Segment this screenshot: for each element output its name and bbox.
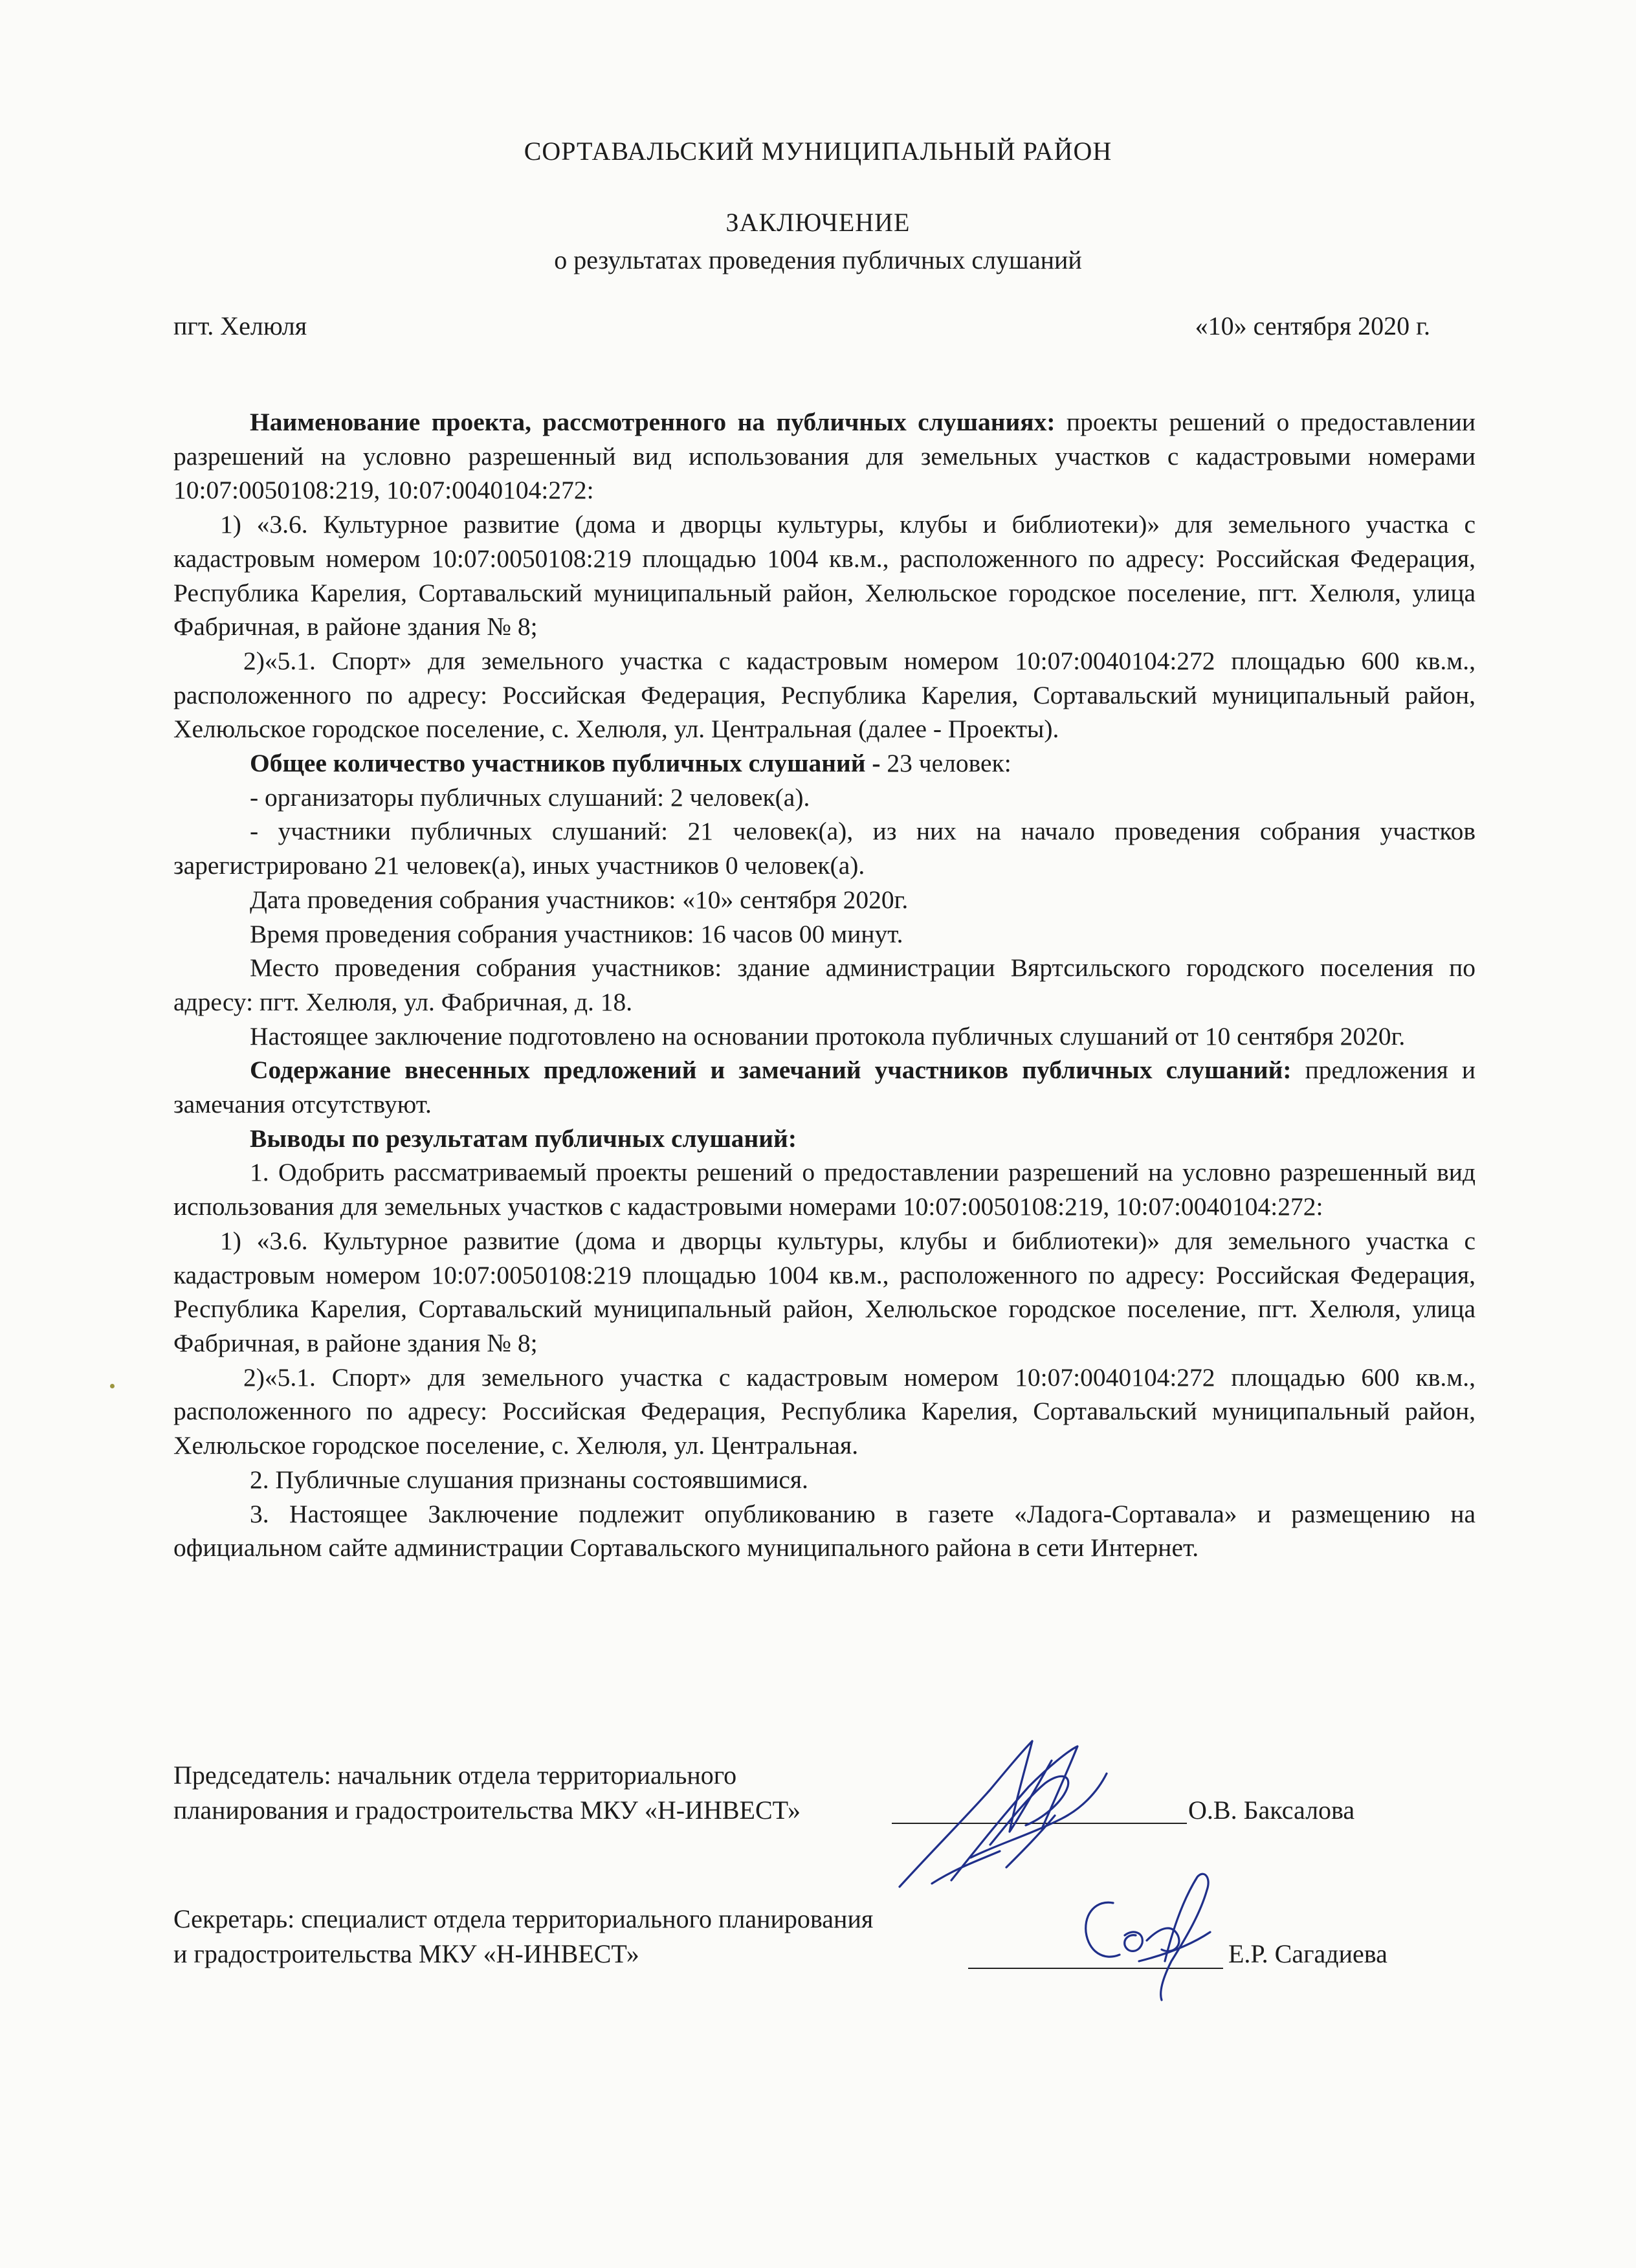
project-name-text: проекты решений о предоставлении разрешений на условно разрешенный вид использования для земельных участков с кадастровыми номерами 10:07:0050108:219, 10:07:0040104:272:	[173, 408, 1476, 505]
paragraph-project-2: 2)«5.1. Спорт» для земельного участка с кадастровым номером 10:07:0040104:272 площадью 600 кв.м., расположенного по адресу: Российская Федерация, Республика Карелия, Сортавальский муниципальный район, Хелюльское городское поселение, с. Хелюля, ул. Центральная (далее - Проекты).	[173, 646, 1476, 744]
project-name-heading: Наименование проекта, рассмотренного на публичных слушаниях:	[250, 408, 1056, 436]
paragraph-meeting-date: Дата проведения собрания участников: «10» сентября 2020г.	[250, 885, 909, 914]
paragraph-basis: Настоящее заключение подготовлено на основании протокола публичных слушаний от 10 сентября 2020г.	[250, 1021, 1406, 1051]
document-subtitle: о результатах проведения публичных слушаний	[554, 245, 1082, 274]
paragraph-participants-total	[173, 746, 1476, 781]
paragraph-project-name	[173, 405, 1476, 507]
conclusions-heading: Выводы по результатам публичных слушаний:	[250, 1124, 797, 1153]
proposals-text: предложения и замечания отсутствуют.	[173, 1056, 1476, 1119]
paragraph-conclusion-2: 2. Публичные слушания признаны состоявшимися.	[250, 1465, 808, 1494]
paragraph-conclusion-project-2: 2)«5.1. Спорт» для земельного участка с кадастровым номером 10:07:0040104:272 площадью 600 кв.м., расположенного по адресу: Российская Федерация, Республика Карелия, Сортавальский муниципальный район, Хелюльское городское поселение, с. Хелюля, ул. Центральная.	[173, 1362, 1476, 1460]
paragraph-project-1: 1) «3.6. Культурное развитие (дома и дворцы культуры, клубы и библиотеки)» для земельного участка с кадастровым номером 10:07:0050108:219 площадью 1004 кв.м., расположенного по адресу: Российская Федерация, Республика Карелия, Сортавальский муниципальный район, Хелюльское городское поселение, пгт. Хелюля, улица Фабричная, в районе здания № 8;	[173, 510, 1476, 641]
participants-total-heading: Общее количество участников публичных слушаний -	[250, 749, 881, 778]
chairman-role-line-1: Председатель: начальник отдела территориального	[173, 1761, 737, 1790]
secretary-signature	[1074, 1864, 1217, 2007]
paragraph-meeting-place: Место проведения собрания участников: здание администрации Вяртсильского городского поселения по адресу: пгт. Хелюля, ул. Фабричная, д. 18.	[173, 953, 1476, 1016]
participants-total-text: 23 человек:	[880, 749, 1011, 778]
document-date: «10» сентября 2020 г.	[1195, 311, 1430, 340]
paragraph-organizers: - организаторы публичных слушаний: 2 человек(а).	[250, 783, 810, 812]
secretary-name: Е.Р. Сагадиева	[1228, 1939, 1387, 1968]
paragraph-meeting-time: Время проведения собрания участников: 16 часов 00 минут.	[250, 919, 903, 948]
proposals-heading: Содержание внесенных предложений и замечаний участников публичных слушаний:	[250, 1056, 1292, 1085]
secretary-role-line-1: Секретарь: специалист отдела территориального планирования	[173, 1904, 874, 1933]
document-place: пгт. Хелюля	[173, 311, 307, 340]
secretary-role	[173, 1902, 873, 1972]
paragraph-conclusion-1: 1. Одобрить рассматриваемый проекты решений о предоставлении разрешений на условно разрешенный вид использования для земельных участков с кадастровыми номерами 10:07:0050108:219, 10:07:0040104:272:	[173, 1158, 1476, 1221]
organization-name: СОРТАВАЛЬСКИЙ МУНИЦИПАЛЬНЫЙ РАЙОН	[524, 137, 1112, 166]
secretary-role-line-2: и градостроительства МКУ «Н-ИНВЕСТ»	[173, 1939, 639, 1968]
chairman-role-line-2: планирования и градостроительства МКУ «Н-ИНВЕСТ»	[173, 1796, 801, 1825]
document-title: ЗАКЛЮЧЕНИЕ	[725, 208, 911, 237]
document-body	[173, 405, 1476, 1565]
chairman-role	[173, 1758, 801, 1828]
paragraph-conclusion-project-1: 1) «3.6. Культурное развитие (дома и дворцы культуры, клубы и библиотеки)» для земельного участка с кадастровым номером 10:07:0050108:219 площадью 1004 кв.м., расположенного по адресу: Российская Федерация, Республика Карелия, Сортавальский муниципальный район, Хелюльское городское поселение, пгт. Хелюля, улица Фабричная, в районе здания № 8;	[173, 1226, 1476, 1357]
paragraph-conclusions-heading	[173, 1122, 1476, 1156]
paragraph-proposals	[173, 1053, 1476, 1121]
chairman-name: О.В. Баксалова	[1188, 1796, 1355, 1825]
paragraph-participants: - участники публичных слушаний: 21 человек(а), из них на начало проведения собрания участков зарегистрировано 21 человек(а), иных участников 0 человек(а).	[173, 817, 1476, 880]
scan-speck	[110, 1384, 115, 1388]
paragraph-conclusion-3: 3. Настоящее Заключение подлежит опубликованию в газете «Ладога-Сортавала» и размещению на официальном сайте администрации Сортавальского муниципального района в сети Интернет.	[173, 1499, 1476, 1562]
